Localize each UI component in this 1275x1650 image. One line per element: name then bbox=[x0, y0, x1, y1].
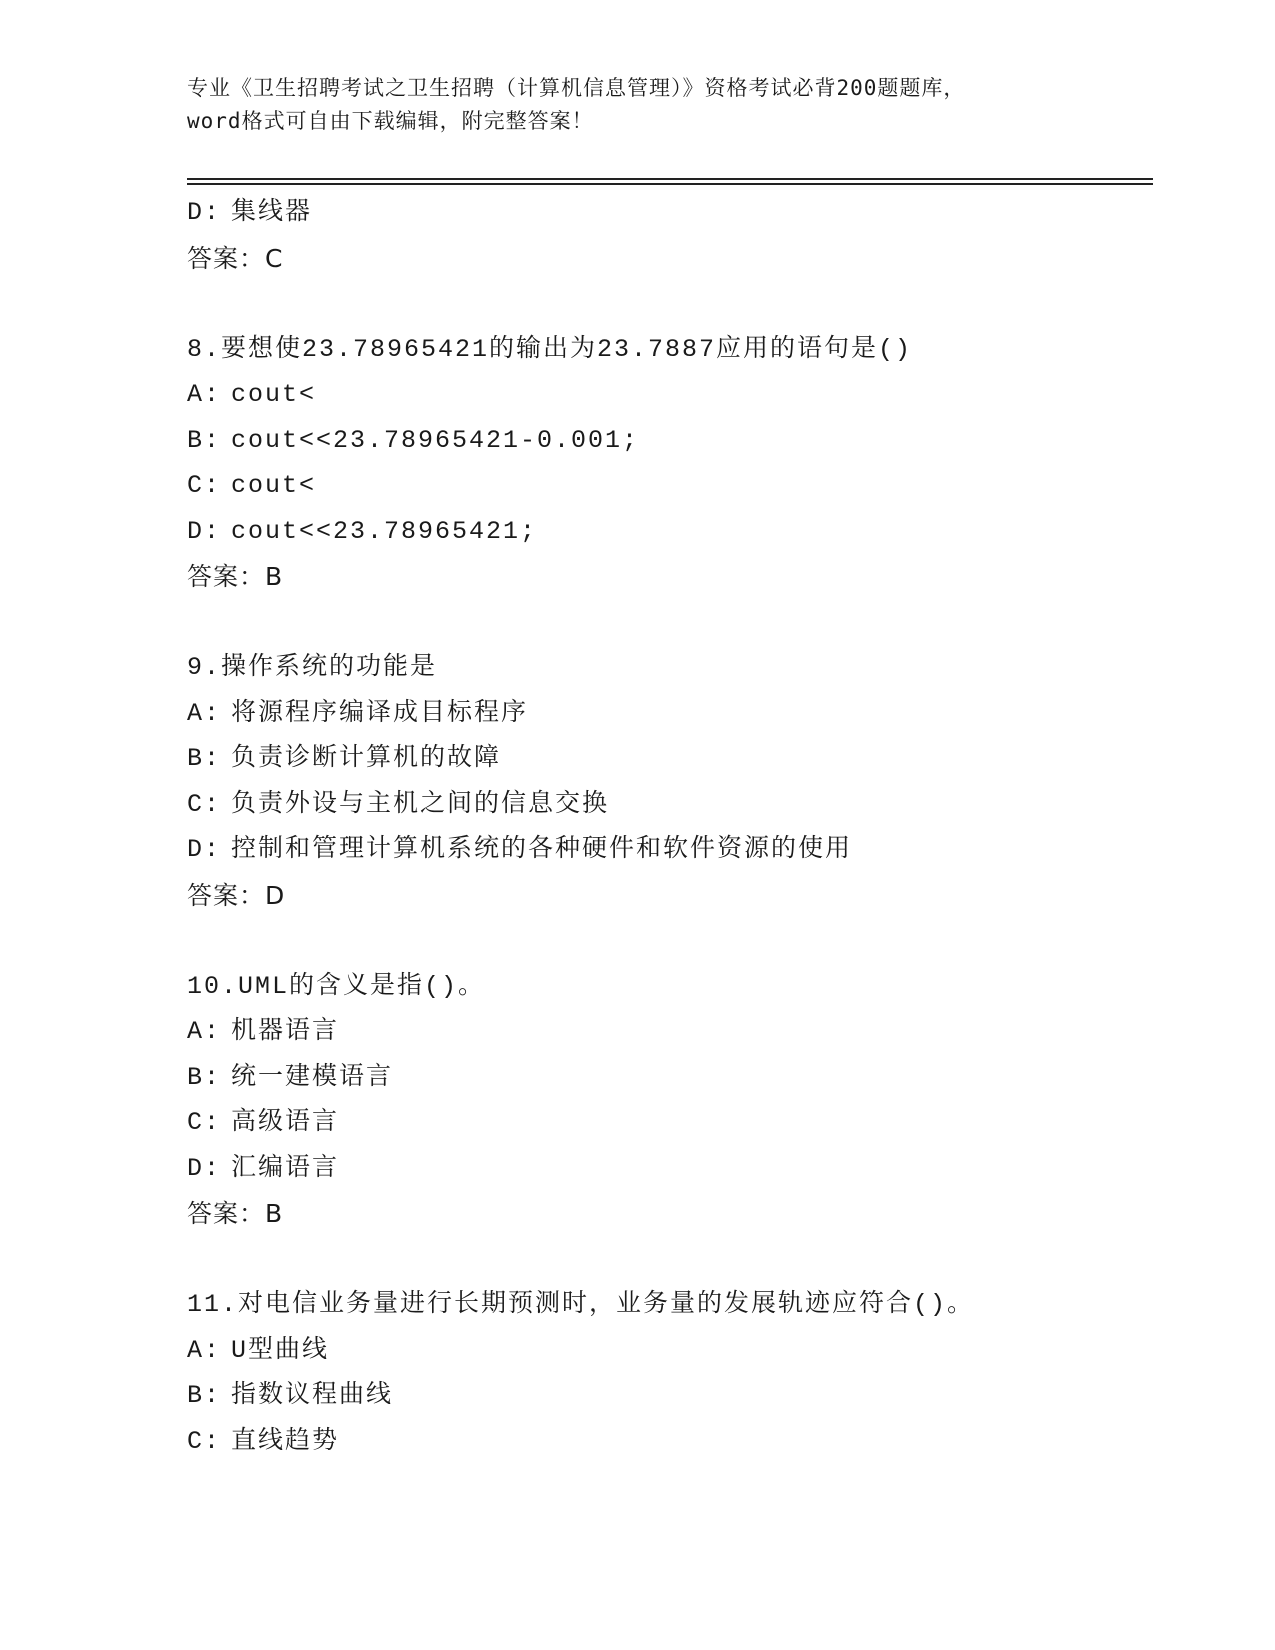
option-text: 汇编语言 bbox=[231, 1153, 340, 1183]
option-line bbox=[187, 372, 1147, 418]
question-list bbox=[187, 190, 1147, 1464]
question-line: 11.对电信业务量进行长期预测时，业务量的发展轨迹应符合()。 bbox=[187, 1290, 975, 1319]
option-text: 机器语言 bbox=[231, 1017, 340, 1046]
option-text: 负责诊断计算机的故障 bbox=[231, 744, 502, 773]
option-label: A: bbox=[187, 380, 222, 409]
option-line bbox=[187, 190, 1147, 236]
option-text: cout< bbox=[231, 380, 317, 409]
question-line: 8.要想使23.78965421的输出为23.7887应用的语句是() bbox=[187, 334, 913, 364]
blank-line bbox=[187, 1237, 1147, 1283]
option-label: A: bbox=[187, 1335, 222, 1365]
option-label: B: bbox=[187, 1062, 222, 1092]
option-label: C: bbox=[187, 471, 222, 500]
option-label: D: bbox=[187, 198, 222, 227]
header-rule-bottom bbox=[187, 183, 1153, 185]
blank-line bbox=[187, 918, 1147, 964]
option-line bbox=[187, 827, 1147, 873]
blank-line bbox=[187, 600, 1147, 646]
option-label: B: bbox=[187, 744, 222, 773]
option-text: 将源程序编译成目标程序 bbox=[231, 698, 529, 728]
option-text: 集线器 bbox=[231, 198, 313, 227]
option-text: 高级语言 bbox=[231, 1108, 340, 1137]
option-line bbox=[187, 1009, 1147, 1055]
option-line bbox=[187, 782, 1147, 828]
option-text: cout<<23.78965421-0.001; bbox=[231, 425, 640, 455]
option-line bbox=[187, 509, 1147, 555]
option-label: D: bbox=[187, 516, 222, 546]
option-line bbox=[187, 1146, 1147, 1192]
option-label: D: bbox=[187, 835, 222, 864]
option-label: B: bbox=[187, 425, 222, 455]
option-label: C: bbox=[187, 1108, 222, 1137]
option-line bbox=[187, 1328, 1147, 1374]
option-text: 负责外设与主机之间的信息交换 bbox=[231, 789, 610, 819]
answer-line: 答案：B bbox=[187, 1199, 284, 1228]
question-line: 9.操作系统的功能是 bbox=[187, 653, 438, 682]
option-text: 指数议程曲线 bbox=[231, 1381, 394, 1410]
option-label: A: bbox=[187, 1017, 222, 1046]
question-line: 10.UML的含义是指()。 bbox=[187, 971, 486, 1001]
answer-line: 答案：B bbox=[187, 562, 284, 591]
header-line-2: word格式可自由下载编辑，附完整答案！ bbox=[187, 109, 594, 133]
option-text: cout<<23.78965421; bbox=[231, 516, 538, 546]
option-label: D: bbox=[187, 1153, 222, 1183]
option-text: 统一建模语言 bbox=[231, 1062, 394, 1092]
document-header bbox=[187, 72, 1087, 138]
answer-line: 答案：C bbox=[187, 243, 284, 273]
option-line bbox=[187, 418, 1147, 464]
option-line bbox=[187, 691, 1147, 737]
option-line bbox=[187, 1373, 1147, 1419]
option-label: A: bbox=[187, 698, 222, 728]
option-label: B: bbox=[187, 1381, 222, 1410]
option-line bbox=[187, 736, 1147, 782]
header-line-1: 专业《卫生招聘考试之卫生招聘（计算机信息管理）》资格考试必背200题题库， bbox=[187, 76, 966, 100]
header-rule-top bbox=[187, 178, 1153, 180]
option-text: cout< bbox=[231, 471, 317, 500]
option-text: U型曲线 bbox=[231, 1335, 330, 1365]
option-text: 直线趋势 bbox=[231, 1426, 340, 1456]
option-line bbox=[187, 1419, 1147, 1465]
blank-line bbox=[187, 281, 1147, 327]
option-line bbox=[187, 463, 1147, 509]
option-label: C: bbox=[187, 1426, 222, 1456]
option-label: C: bbox=[187, 789, 222, 819]
option-text: 控制和管理计算机系统的各种硬件和软件资源的使用 bbox=[231, 835, 853, 864]
answer-line: 答案：D bbox=[187, 880, 286, 910]
option-line bbox=[187, 1055, 1147, 1101]
option-line bbox=[187, 1100, 1147, 1146]
